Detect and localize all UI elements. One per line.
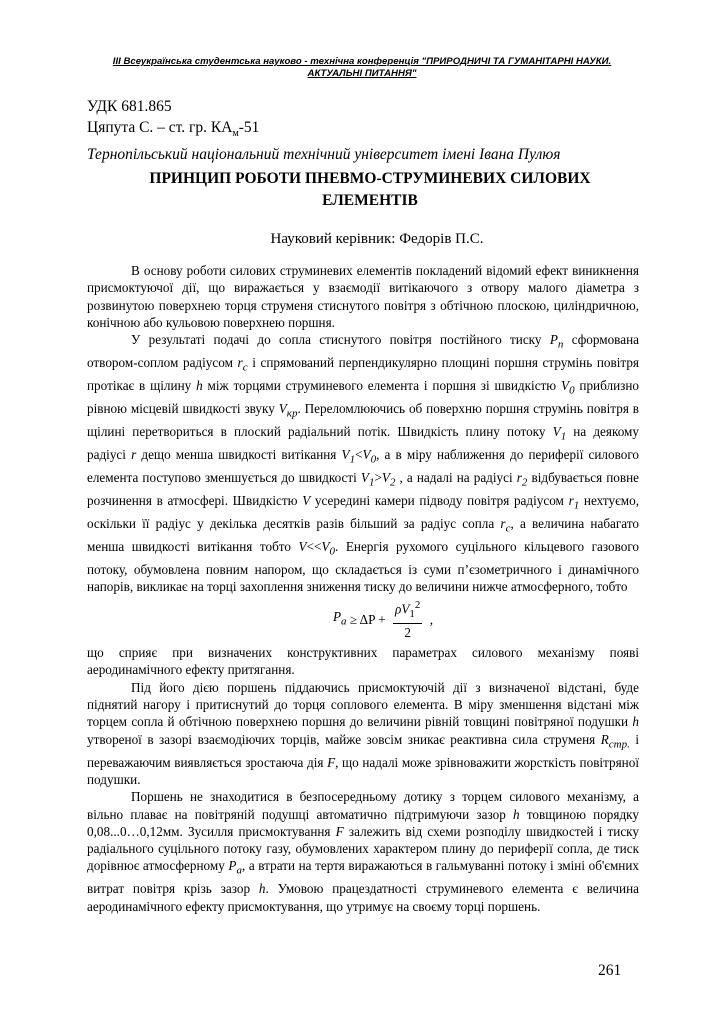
paper-title-line2: ЕЛЕМЕНТІВ: [322, 192, 418, 209]
formula-lhs: $P_a$: [332, 608, 347, 628]
formula: [87, 597, 639, 641]
author-group-sub: м: [232, 128, 239, 140]
paragraph-5: Поршень не знаходитися в безпосередньому дотику з торцем силового механізму, а вільно плаває на повітряній подушці автоматично підтримуючи зазор h товщиною порядку 0,08...0…0,12мм. Зусилля присмоктування F залежить від схеми розподілу швидкостей і тиску радіального суцільного потоку газу, обумовлених характером плину до периферії сопла, де тиск дорівнює атмосферному $P_a$, а втрати на тертя виражаються в гальмуванні потоку і зміні об'ємних витрат повітря крізь зазор h. Умовою працездатності струминевого елемента є величина аеродинамічного ефекту присмоктування, що утримує на своєму торці поршень.: [87, 789, 639, 914]
conference-header: [96, 56, 628, 80]
author-line: [87, 117, 560, 144]
formula-numerator: $\rho V_1^2$: [393, 597, 422, 624]
page-number: 261: [598, 962, 622, 979]
formula-relation: ≥ ΔP +: [346, 611, 390, 627]
paper-title-line1: ПРИНЦИП РОБОТИ ПНЕВМО-СТРУМИНЕВИХ СИЛОВИХ: [149, 170, 591, 187]
article-meta: [87, 96, 560, 165]
author-suffix: -51: [238, 119, 260, 136]
paper-title: [110, 168, 630, 212]
author-prefix: Цяпута С. – ст. гр. КА: [87, 119, 233, 136]
paragraph-1: В основу роботи силових струминевих елементів покладений відомий ефект виникнення присмоктуючої дії, що виражається у взаємодії витікаючого з отвору малого діаметра з розвинутою поверхнею торця струменя стиснутого повітря з обтічною плоскою, циліндричною, конічною або кульовою поверхнею поршня.: [87, 263, 639, 330]
article-body: [87, 262, 639, 915]
formula-trail: ,: [426, 611, 433, 627]
udc-code: УДК 681.865: [87, 98, 172, 115]
paragraph-4: Під його дією поршень піддаючись присмоктуючій дії з визначеної відстані, буде піднятий нагору і притиснутий до торця соплового елемента. В міру зменшення відстані між торцем сопла й обтічною поверхнею поршня до величини рівній товщині повітряної подушки h утвореної в зазорі взаємодіючих торців, майже зовсім зникає реактивна сила струменя $R_{стр.}$ і переважаючим виявляється зростаюча дія F, що надалі може зрівноважити жорсткість повітряної подушки.: [87, 679, 639, 787]
paragraph-2: У результаті подачі до сопла стиснутого повітря постійного тиску $P_n$ сформована отвором-соплом радіусом $r_c$ і спрямований перпендикулярно площині поршня струмінь повітря протікає в щілину h між торцями струминевого елемента і поршня зі швидкістю $V_0$ приблизно рівною місцевій швидкості звуку $V_{кр}$. Переломлюючись об поверхню поршня струмінь повітря в щілині перетвориться в плоский радіальний потік. Швидкість плину потоку $V_1$ на деякому радіусі r дещо менша швидкості витікання $V_1<V_0$, а в міру наближення до периферії силового елемента поступово зменшується до швидкості $V_1>V_2$ , а надалі на радіусі $r_2$ відбувається повне розчинення в атмосфері. Швидкістю V усередині камери підводу повітря радіусом $r_1$ нехтуємо, оскільки її радіус у декілька десятків разів більший за радіус сопла $r_c$, а величина набагато менша швидкості витікання тобто $V<<V_0$. Енергія рухомого суцільного кільцевого газового потоку, обумовлена повним напором, що складається із суми п’єзометричного і динамічного напорів, викликає на торці захоплення зниження тиску до величини нижче атмосферного, тобто: [87, 332, 639, 594]
conference-header-line1: ІІІ Всеукраїнська студентська науково - технічна конференція "ПРИРОДНИЧІ ТА ГУМАНІТАРНІ НАУКИ.: [112, 56, 612, 67]
formula-fraction: [393, 597, 422, 641]
paragraph-3: що сприяє при визначених конструктивних параметрах силового механізму появі аеродинамічного ефекту притягання.: [87, 645, 639, 678]
conference-header-line2: АКТУАЛЬНІ ПИТАННЯ": [307, 68, 417, 79]
supervisor: Науковий керівник: Федорів П.С.: [270, 231, 484, 247]
formula-denominator: 2: [404, 625, 411, 641]
university: Тернопільський національний технічний університет імені Івана Пулюя: [87, 146, 561, 164]
